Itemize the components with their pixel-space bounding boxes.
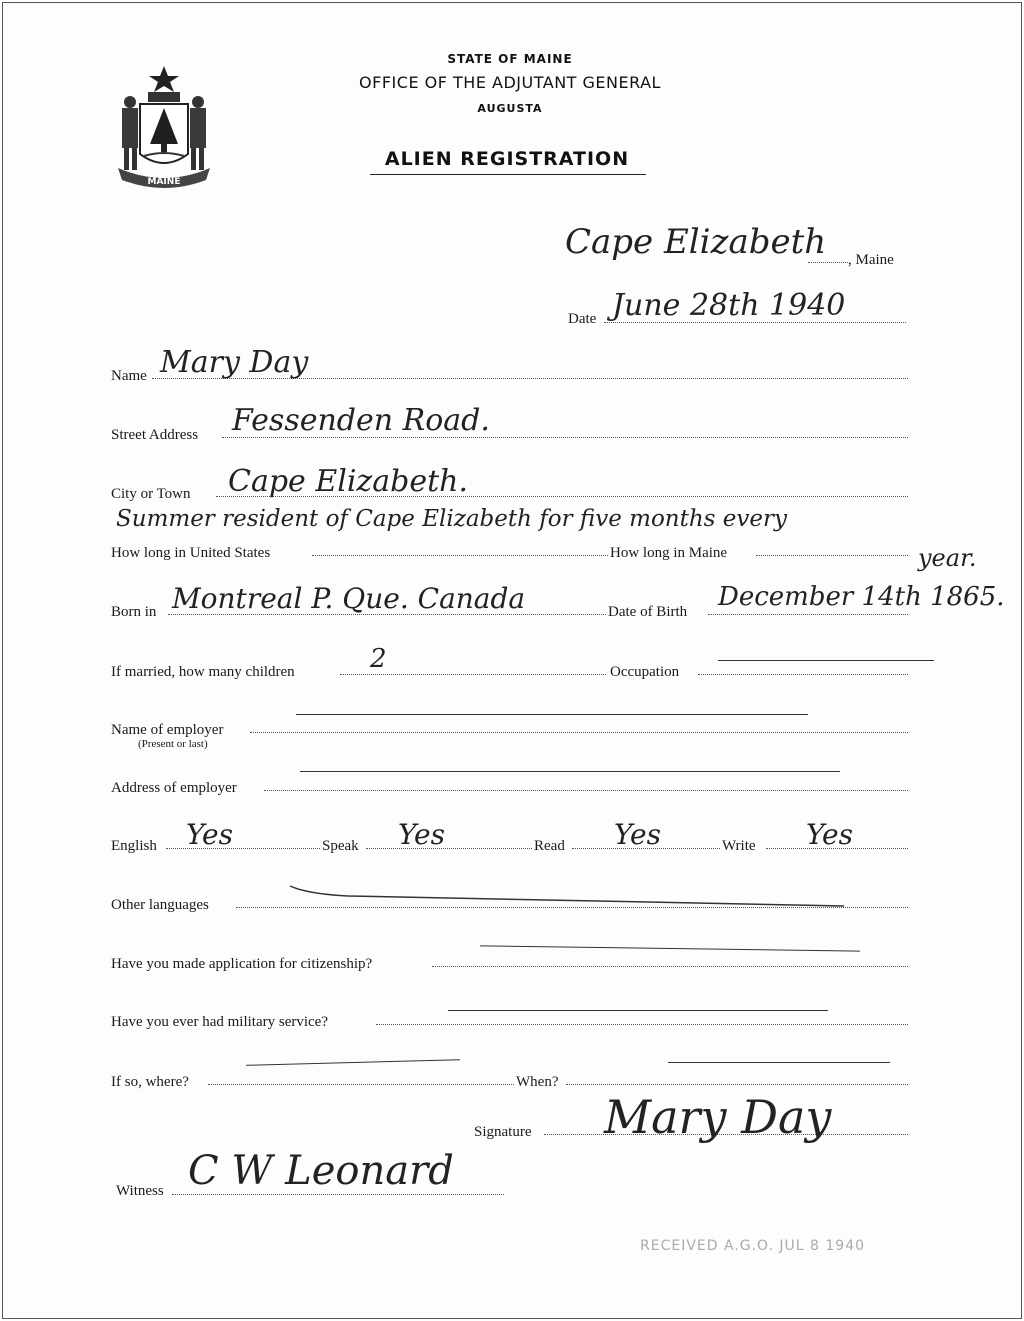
witness-label: Witness <box>116 1183 164 1199</box>
write-label: Write <box>722 838 756 854</box>
dob-label: Date of Birth <box>608 604 688 620</box>
military-line <box>376 1024 908 1025</box>
speak-label: Speak <box>322 838 359 854</box>
when-dash <box>668 1062 890 1063</box>
english-label: English <box>111 838 157 854</box>
where-label: If so, where? <box>111 1074 189 1090</box>
occupation-label: Occupation <box>610 664 680 680</box>
employer-addr-line <box>264 790 908 791</box>
dob-line <box>708 614 908 615</box>
header-office: OFFICE OF THE ADJUTANT GENERAL <box>359 73 661 92</box>
born-in-label: Born in <box>111 604 157 620</box>
dob-entry: December 14th 1865. <box>718 582 1005 612</box>
employer-addr-dash <box>300 771 840 772</box>
date-entry: June 28th 1940 <box>612 288 846 323</box>
citizenship-line <box>432 966 908 967</box>
signature-label: Signature <box>474 1124 532 1140</box>
maine-seal-icon <box>108 64 220 194</box>
how-long-me-label: How long in Maine <box>610 545 728 561</box>
occupation-line <box>698 674 908 675</box>
date-label: Date <box>568 311 597 327</box>
when-line <box>566 1084 908 1085</box>
header-state: STATE OF MAINE <box>447 52 573 66</box>
other-lang-label: Other languages <box>111 897 209 913</box>
write-entry: Yes <box>806 818 853 851</box>
other-lang-dash <box>288 882 848 912</box>
where-line <box>208 1084 514 1085</box>
employer-sublabel: (Present or last) <box>138 738 208 750</box>
military-dash <box>448 1010 828 1011</box>
name-entry: Mary Day <box>160 345 309 380</box>
read-label: Read <box>534 838 565 854</box>
street-label: Street Address <box>111 427 199 443</box>
occupation-dash <box>718 660 934 661</box>
children-entry: 2 <box>370 644 387 674</box>
employer-label: Name of employer <box>111 722 224 738</box>
military-label: Have you ever had military service? <box>111 1014 328 1030</box>
speak-entry: Yes <box>398 818 445 851</box>
name-label: Name <box>111 368 147 384</box>
witness-line <box>172 1194 504 1195</box>
title-underline <box>370 174 646 175</box>
english-entry: Yes <box>186 818 233 851</box>
town-line <box>808 262 848 263</box>
speak-line <box>366 848 532 849</box>
employer-dash <box>296 714 808 715</box>
received-stamp: RECEIVED A.G.O. JUL 8 1940 <box>640 1238 866 1254</box>
seal-banner-text: MAINE <box>147 177 181 187</box>
how-long-us-line <box>312 555 608 556</box>
children-line <box>340 674 606 675</box>
header-city: AUGUSTA <box>477 102 543 115</box>
how-long-me-line <box>756 555 908 556</box>
signature-entry: Mary Day <box>604 1090 832 1144</box>
maine-label: , Maine <box>848 252 894 268</box>
how-long-us-label: How long in United States <box>111 545 271 561</box>
children-label: If married, how many children <box>111 664 295 680</box>
citizenship-label: Have you made application for citizenship? <box>111 956 373 972</box>
born-in-entry: Montreal P. Que. Canada <box>172 582 526 615</box>
employer-line <box>250 732 908 733</box>
city-entry: Cape Elizabeth. <box>228 464 468 499</box>
street-entry: Fessenden Road. <box>232 403 490 438</box>
town-entry: Cape Elizabeth <box>565 222 827 262</box>
residence-note-2: year. <box>918 544 977 572</box>
employer-addr-label: Address of employer <box>111 780 237 796</box>
when-label: When? <box>516 1074 559 1090</box>
witness-entry: C W Leonard <box>188 1148 454 1194</box>
city-label: City or Town <box>111 486 191 502</box>
read-entry: Yes <box>614 818 661 851</box>
residence-note: Summer resident of Cape Elizabeth for five months every <box>116 506 787 532</box>
form-title: ALIEN REGISTRATION <box>384 148 630 170</box>
